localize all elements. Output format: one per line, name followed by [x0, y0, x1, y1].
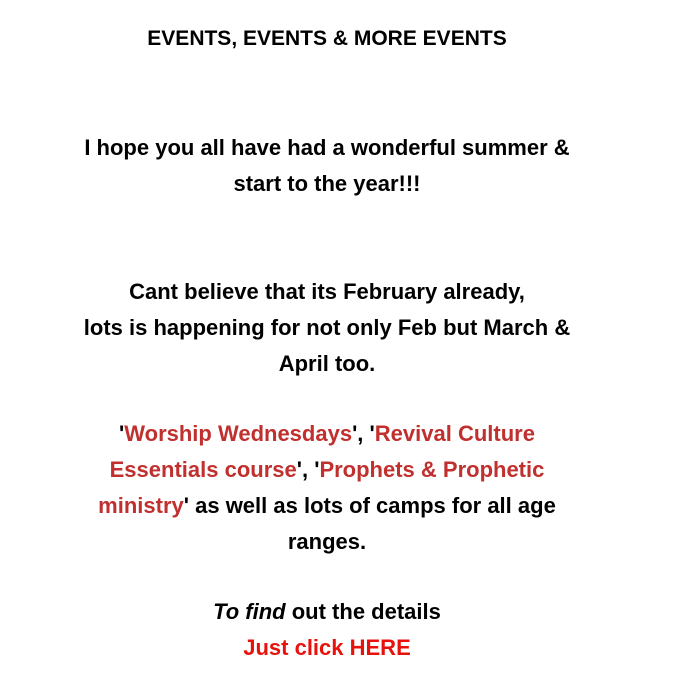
prophets-ministry-link[interactable]: Prophets & Prophetic ministry [98, 457, 545, 518]
intro-paragraph [0, 130, 654, 202]
events-tail-text: ' as well as lots of camps for all age ranges. [183, 493, 556, 554]
to-find-text: To find [213, 599, 286, 624]
february-paragraph [0, 274, 654, 382]
click-here-link[interactable]: Just click HERE [243, 635, 411, 660]
separator-2: ', [296, 457, 315, 482]
quote-open-3: ' [314, 457, 320, 482]
page-title [0, 26, 654, 52]
intro-line-1: I hope you all have had a wonderful summer & [84, 135, 570, 160]
revival-culture-link[interactable]: Revival Culture Essentials course [109, 421, 535, 482]
out-details-text: out the details [285, 599, 441, 624]
cta-paragraph [0, 594, 654, 666]
heading-text: EVENTS, EVENTS & MORE EVENTS [147, 27, 507, 50]
february-line-2: lots is happening for not only Feb but March & [83, 315, 571, 340]
february-line-1: Cant believe that its February already, [129, 279, 525, 304]
february-line-3: April too. [278, 351, 376, 376]
events-paragraph [0, 416, 654, 560]
quote-open-2: ' [369, 421, 375, 446]
separator-1: ', [352, 421, 370, 446]
quote-open-1: ' [119, 421, 125, 446]
worship-wednesdays-link[interactable]: Worship Wednesdays [124, 421, 353, 446]
intro-line-2: start to the year!!! [233, 171, 421, 196]
